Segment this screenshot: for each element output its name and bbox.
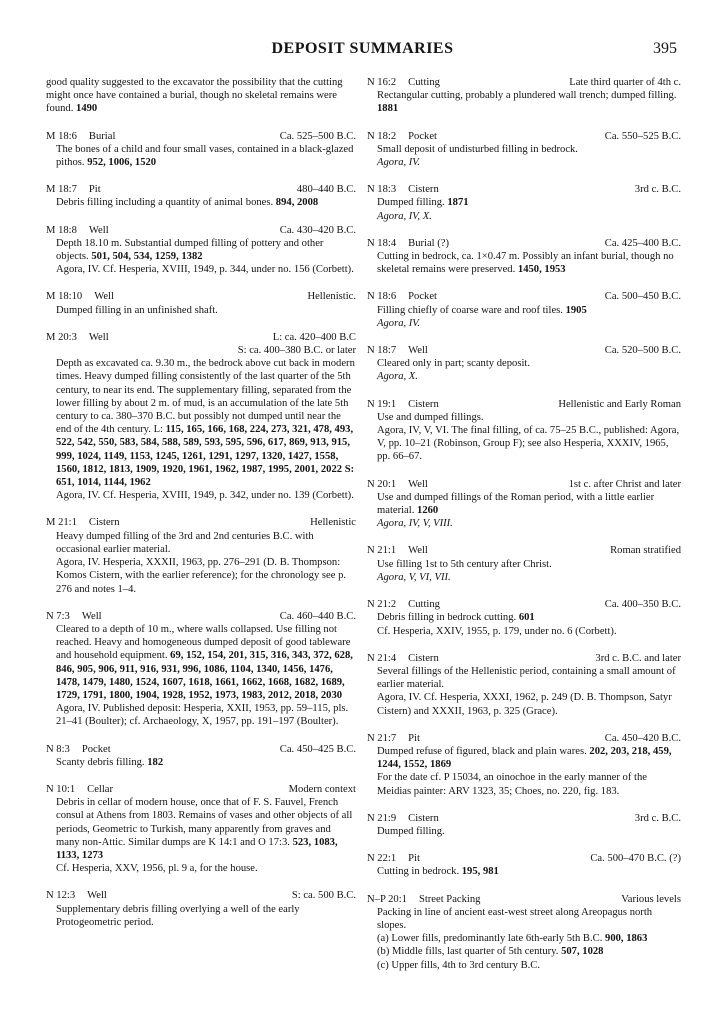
deposit-description: Cutting in bedrock, ca. 1×0.47 m. Possibly an infant burial, though no skeletal remains were preserved. <box>377 251 674 276</box>
page-number: 395 <box>653 40 677 57</box>
reference-note: Agora, IV. <box>377 157 421 169</box>
deposit-location: N 21:1 <box>367 545 397 557</box>
deposit-type: Well <box>81 610 102 622</box>
deposit-location: N 21:7 <box>367 732 397 744</box>
deposit-description: Dumped filling. <box>377 825 445 837</box>
deposit-type: Well <box>94 291 114 303</box>
catalogue-numbers: 900, 1863 <box>605 933 648 945</box>
deposit-location: N 12:3 <box>46 890 76 902</box>
catalogue-numbers: 523, 1083, 1133, 1273 <box>56 836 338 861</box>
deposit-location: N 18:4 <box>367 237 397 249</box>
catalogue-numbers: 1450, 1953 <box>517 264 566 276</box>
deposit-entry-n19-1 <box>367 398 681 464</box>
deposit-type: Cistern <box>88 517 120 529</box>
catalogue-numbers: 1905 <box>565 304 587 316</box>
catalogue-numbers: 894, 2008 <box>275 197 319 209</box>
deposit-type: Well <box>88 331 109 343</box>
reference-note: Agora, IV. Cf. Hesperia, XVIII, 1949, p. 342, under no. 139 (Corbett). <box>56 490 354 502</box>
deposit-entry-m21-1 <box>46 516 356 595</box>
deposit-location: N 7:3 <box>46 610 70 622</box>
deposit-type: Well <box>408 478 428 490</box>
deposit-entry-n21-4 <box>367 652 681 718</box>
deposit-description: Debris in cellar of modern house, once that of F. S. Fauvel, French consul at Athens from 1803. Remains of vases and other objects of all periods, Geometric to Turkish, many apparently from graves and many non-Attic. Similar dumps are K 14:1 and O 17:3. <box>56 797 353 848</box>
sub-fill-a-text: (a) Lower fills, predominantly late 6th-early 5th B.C. <box>377 933 603 945</box>
deposit-description: Cleared only in part; scanty deposit. <box>377 358 530 370</box>
continuation-text: good quality suggested to the excavator the possibility that the cutting might once have contained a burial, though no skeletal remains were found. <box>46 77 343 115</box>
reference-note: Agora, V, VI, VII. <box>377 571 451 583</box>
deposit-location: N 18:3 <box>367 184 397 196</box>
deposit-type: Pocket <box>408 291 437 303</box>
deposit-entry-n18-2 <box>367 130 681 170</box>
deposit-description: Depth 18.10 m. Substantial dumped filling of pottery and other objects. <box>56 237 324 263</box>
catalogue-numbers: 1490 <box>76 103 98 115</box>
deposit-entry-n16-2 <box>367 76 681 116</box>
deposit-description: Use and dumped fillings of the Roman period, with a little earlier material. <box>377 491 655 517</box>
deposit-description: Filling chiefly of coarse ware and roof tiles. <box>377 304 563 316</box>
deposit-type: Pocket <box>408 130 437 142</box>
deposit-date: Ca. 450–425 B.C. <box>279 743 356 755</box>
deposit-description: Small deposit of undisturbed filling in bedrock. <box>377 143 578 155</box>
reference-note: Cf. Hesperia, XXV, 1956, pl. 9 a, for the house. <box>56 863 258 875</box>
deposit-entry-n7-3 <box>46 610 356 729</box>
deposit-date: 3rd c. B.C. and later <box>595 652 681 664</box>
deposit-location: N 20:1 <box>367 478 397 490</box>
catalogue-numbers: 182 <box>147 756 164 768</box>
deposit-entry-m18-7 <box>46 183 356 209</box>
deposit-date: Hellenistic <box>310 517 356 529</box>
deposit-description: Cleared to a depth of 10 m., where walls collapsed. Use filling not reached. Heavy and homogeneous dumped deposit of good tableware and household equipment. <box>56 623 351 662</box>
deposit-location: M 18:7 <box>46 184 77 196</box>
deposit-description: Debris filling including a quantity of animal bones. <box>56 197 274 209</box>
deposit-description: Dumped filling in an unfinished shaft. <box>56 304 218 316</box>
page-title: DEPOSIT SUMMARIES <box>271 40 454 57</box>
deposit-description: Several fillings of the Hellenistic period, containing a small amount of earlier material. <box>377 665 676 691</box>
deposit-type: Cistern <box>408 812 439 824</box>
reference-note: Agora, IV. <box>377 317 421 329</box>
reference-note: Agora, IV, V, VIII. <box>377 518 453 530</box>
deposit-description: Use filling 1st to 5th century after Christ. <box>377 558 552 570</box>
reference-note: Agora, IV. Cf. Hesperia, XXXI, 1962, p. 249 (D. B. Thompson, Satyr Cistern) and XXXII, 1963, p. 325 (Grace). <box>377 692 672 717</box>
deposit-description: Heavy dumped filling of the 3rd and 2nd centuries B.C. with occasional earlier material. <box>56 530 314 555</box>
deposit-entry-n10-1 <box>46 783 356 875</box>
sub-fill-a <box>367 932 681 945</box>
deposit-location: N 19:1 <box>367 398 397 410</box>
deposit-date: 3rd c. B.C. <box>634 184 681 196</box>
reference-note: Agora, X. <box>377 371 418 383</box>
deposit-entry-n18-3 <box>367 183 681 223</box>
supplementary-label: S: <box>344 463 355 475</box>
deposit-type: Cellar <box>87 783 114 795</box>
deposit-date: Ca. 500–450 B.C. <box>604 291 681 303</box>
reference-note: Agora, IV, X. <box>377 210 432 222</box>
deposit-date-supplementary: S: ca. 400–380 B.C. or later <box>237 345 356 357</box>
deposit-location: M 18:8 <box>46 224 77 236</box>
deposit-entry-n21-9 <box>367 812 681 838</box>
deposit-date: Ca. 400–350 B.C. <box>604 599 681 611</box>
catalogue-numbers: 1260 <box>417 505 439 517</box>
deposit-date: Ca. 450–420 B.C. <box>604 732 681 744</box>
deposit-location: N 18:6 <box>367 291 397 303</box>
deposit-type: Burial <box>88 130 116 142</box>
sub-fill-c: (c) Upper fills, 4th to 3rd century B.C. <box>377 959 540 971</box>
deposit-description: Use and dumped fillings. <box>377 411 484 423</box>
catalogue-numbers: 195, 981 <box>461 866 499 878</box>
deposit-location: M 18:6 <box>46 130 77 142</box>
deposit-entry-m20-3 <box>46 331 356 503</box>
deposit-type: Pit <box>408 732 420 744</box>
deposit-type: Well <box>408 545 428 557</box>
deposit-description: Depth as excavated ca. 9.30 m., the bedrock above cut back in modern times. Heavy dumped filling consistently of the last quarter of the 5th century, to near its end. The supplementary filling, separated from the lower filling by about 2 m. of mud, is an accumulation of the late 5th century to ca. 380–370 B.C. but possibly not dumped until near the end of the 4th century. L: <box>56 358 355 436</box>
deposit-date: Roman stratified <box>610 545 681 557</box>
deposit-date: Hellenistic. <box>307 291 356 303</box>
catalogue-numbers: 115, 165, 166, 168, 224, 273, 321, 478, 493, 522, 542, 550, 583, 584, 588, 589, 593, 595, 596, 617, 869, 913, 915, 999, 1024, 1149, 1153, 1245, 1261, 1291, 1297, 1320, 1427, 1558, 1560, 1812, 1813, 1909, 1920, 1961, 1962, 1987, 1995, 2001, 2022 <box>56 424 354 475</box>
deposit-type: Well <box>87 890 107 902</box>
deposit-description: Packing in line of ancient east-west street along Areopagus north slopes. <box>377 906 653 931</box>
deposit-type: Well <box>88 224 109 236</box>
deposit-entry-n20-1 <box>367 478 681 531</box>
deposit-type: Street Packing <box>418 893 481 905</box>
deposit-type: Cutting <box>408 77 440 88</box>
deposit-location: N 18:2 <box>367 130 397 142</box>
catalogue-numbers: 501, 504, 534, 1259, 1382 <box>91 251 203 263</box>
reference-note: Agora, IV. Published deposit: Hesperia, XXII, 1953, pp. 59–115, pls. 21–41 (Boulter); cf. Archaeology, X, 1957, pp. 191–197 (Boulter). <box>56 703 349 728</box>
deposit-date: Ca. 430–420 B.C. <box>279 224 356 236</box>
catalogue-numbers: 1881 <box>377 103 399 115</box>
deposit-type: Pocket <box>81 743 111 755</box>
supplementary-catalogue-numbers: 651, 1014, 1144, 1962 <box>56 477 151 489</box>
deposit-entry-m18-10 <box>46 290 356 316</box>
reference-note: Cf. Hesperia, XXIV, 1955, p. 179, under no. 6 (Corbett). <box>377 625 617 637</box>
deposit-description: The bones of a child and four small vases, contained in a black-glazed pithos. <box>56 143 354 169</box>
deposit-entry-np20-1 <box>367 893 681 972</box>
deposit-date: Hellenistic and Early Roman <box>558 398 681 410</box>
deposit-entry-n21-1 <box>367 544 681 584</box>
deposit-entry-n18-4 <box>367 237 681 277</box>
deposit-entry-n21-2 <box>367 598 681 638</box>
deposit-date: 3rd c. B.C. <box>634 812 681 824</box>
deposit-description: Scanty debris filling. <box>56 756 145 768</box>
deposit-entry-n12-3 <box>46 889 356 929</box>
sub-fill-b <box>367 945 681 958</box>
deposit-type: Well <box>408 345 428 357</box>
deposit-date: Ca. 525–500 B.C. <box>279 130 356 142</box>
left-column <box>46 76 356 943</box>
deposit-location: N 21:4 <box>367 652 397 664</box>
deposit-date: Various levels <box>621 893 681 905</box>
deposit-location: N 21:9 <box>367 812 397 824</box>
running-head <box>0 40 725 64</box>
deposit-description: Rectangular cutting, probably a plundered wall trench; dumped filling. <box>377 90 677 102</box>
deposit-date: Late third quarter of 4th c. <box>569 77 681 88</box>
deposit-entry-m18-6 <box>46 130 356 170</box>
deposit-entry-n18-6 <box>367 290 681 330</box>
deposit-location: N 8:3 <box>46 743 70 755</box>
catalogue-numbers: 202, 203, 218, 459, 1244, 1552, 1869 <box>377 745 672 771</box>
deposit-date: Ca. 460–440 B.C. <box>279 610 356 622</box>
deposit-type: Cutting <box>408 599 440 611</box>
sub-fill-b-text: (b) Middle fills, last quarter of 5th century. <box>377 946 559 958</box>
deposit-type: Burial (?) <box>408 237 450 249</box>
deposit-location: N 22:1 <box>367 853 397 865</box>
continuation-paragraph <box>46 76 356 116</box>
deposit-type: Pit <box>88 184 101 196</box>
catalogue-numbers: 952, 1006, 1520 <box>87 157 157 169</box>
deposit-type: Cistern <box>408 652 439 664</box>
catalogue-numbers: 1871 <box>447 197 469 209</box>
reference-note: Agora, IV. Cf. Hesperia, XVIII, 1949, p. 344, under no. 156 (Corbett). <box>56 264 354 276</box>
deposit-date: 480–440 B.C. <box>296 184 356 196</box>
deposit-date: Modern context <box>288 783 356 795</box>
deposit-type: Cistern <box>408 184 439 196</box>
deposit-date: 1st c. after Christ and later <box>568 478 681 490</box>
deposit-description: Debris filling in bedrock cutting. <box>377 612 517 624</box>
deposit-location: N 18:7 <box>367 345 397 357</box>
deposit-location: M 18:10 <box>46 291 83 303</box>
deposit-entry-n22-1 <box>367 852 681 878</box>
deposit-location: N 21:2 <box>367 599 397 611</box>
deposit-date: Ca. 425–400 B.C. <box>604 237 681 249</box>
deposit-date: Ca. 550–525 B.C. <box>604 130 681 142</box>
right-column <box>367 76 681 986</box>
deposit-location: N 16:2 <box>367 77 397 88</box>
deposit-description: Dumped filling. <box>377 197 445 209</box>
deposit-location: M 20:3 <box>46 331 77 343</box>
deposit-location: N–P 20:1 <box>367 893 407 905</box>
deposit-location: N 10:1 <box>46 783 76 795</box>
deposit-entry-m18-8 <box>46 224 356 277</box>
deposit-entry-n18-7 <box>367 344 681 384</box>
deposit-date-lower: L: ca. 420–400 B.C <box>272 331 356 343</box>
deposit-location: M 21:1 <box>46 517 77 529</box>
deposit-date: Ca. 520–500 B.C. <box>604 345 681 357</box>
reference-note: Agora, IV, V, VI. The final filling, of ca. 75–25 B.C., published: Agora, V, pp. 10–21 (Robinson, Group F); see also Hesperia, XXXIV, 1965, pp. 66–67. <box>377 425 680 463</box>
deposit-description: Dumped refuse of figured, black and plain wares. <box>377 745 587 757</box>
reference-note: Agora, IV. Hesperia, XXXII, 1963, pp. 276–291 (D. B. Thompson: Komos Cistern, with the earlier reference); for the chronology see p. 276 and notes 1–4. <box>56 557 347 595</box>
deposit-type: Pit <box>408 853 420 865</box>
deposit-entry-n21-7 <box>367 732 681 798</box>
catalogue-numbers: 69, 152, 154, 201, 315, 316, 343, 372, 628, 846, 905, 906, 911, 916, 931, 996, 1086, 1104, 1340, 1456, 1476, 1478, 1479, 1480, 1524, 1607, 1618, 1661, 1662, 1668, 1682, 1689, 1729, 1791, 1800, 1904, 1928, 1952, 1973, 1983, 2012, 2018, 2030 <box>56 650 353 701</box>
deposit-entry-n8-3 <box>46 743 356 769</box>
deposit-date: S: ca. 500 B.C. <box>291 890 356 902</box>
catalogue-numbers: 507, 1028 <box>561 946 604 958</box>
deposit-description: Supplementary debris filling overlying a well of the early Protogeometric period. <box>56 903 300 928</box>
deposit-description: Cutting in bedrock. <box>377 866 460 878</box>
reference-note: For the date cf. P 15034, an oinochoe in the early manner of the Meidias painter: ARV 1323, 35; Choes, no. 220, fig. 183. <box>377 772 647 797</box>
deposit-type: Cistern <box>408 398 439 410</box>
catalogue-numbers: 601 <box>518 612 535 624</box>
deposit-date: Ca. 500–470 B.C. (?) <box>590 853 681 865</box>
